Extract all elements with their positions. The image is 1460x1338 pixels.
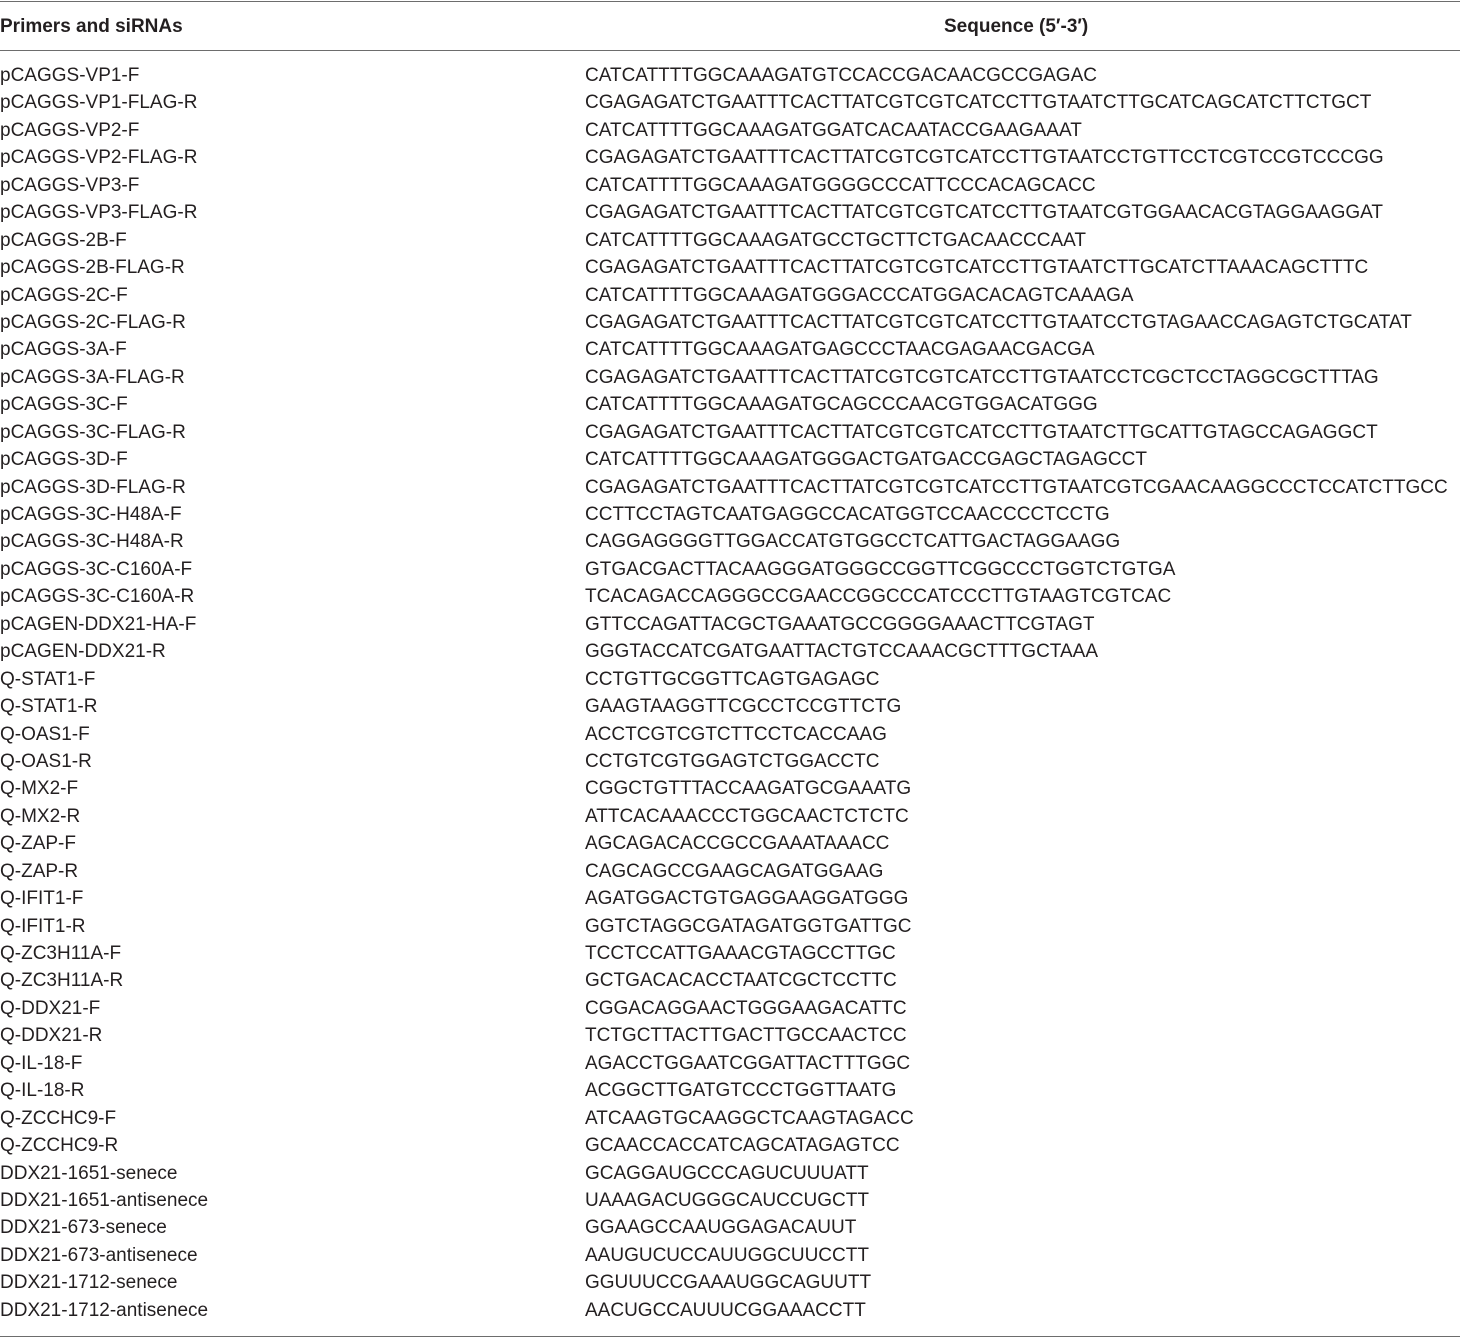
table-row bbox=[0, 474, 1460, 501]
sequence-cell: CATCATTTTGGCAAAGATGCAGCCCAACGTGGACATGGG bbox=[585, 394, 1098, 416]
primer-name-cell: DDX21-1651-senece bbox=[0, 1162, 178, 1184]
table-row bbox=[0, 803, 1460, 830]
sequence-cell: GAAGTAAGGTTCGCCTCCGTTCTG bbox=[585, 696, 902, 718]
sequence-cell: ACCTCGTCGTCTTCCTCACCAAG bbox=[585, 723, 887, 745]
primer-name-cell: pCAGGS-3C-H48A-R bbox=[0, 531, 184, 553]
table-row bbox=[0, 1050, 1460, 1077]
header-divider-rule bbox=[0, 50, 1460, 51]
table-row bbox=[0, 446, 1460, 473]
primer-name-cell: pCAGGS-3A-FLAG-R bbox=[0, 366, 185, 388]
table-row bbox=[0, 1242, 1460, 1269]
primer-name-cell: pCAGGS-3A-F bbox=[0, 339, 127, 361]
sequence-cell: CAGGAGGGGTTGGACCATGTGGCCTCATTGACTAGGAAGG bbox=[585, 531, 1121, 553]
primer-name-cell: pCAGGS-3D-FLAG-R bbox=[0, 476, 186, 498]
table-row bbox=[0, 1214, 1460, 1241]
primer-name-cell: pCAGEN-DDX21-HA-F bbox=[0, 613, 197, 635]
table-row bbox=[0, 775, 1460, 802]
sequence-cell: CGAGAGATCTGAATTTCACTTATCGTCGTCATCCTTGTAATCGTCGAACAAGGCCCTCCATCTTGCC bbox=[585, 476, 1448, 498]
primer-name-cell: Q-MX2-F bbox=[0, 778, 79, 800]
table-row bbox=[0, 913, 1460, 940]
sequence-cell: CATCATTTTGGCAAAGATGTCCACCGACAACGCCGAGAC bbox=[585, 65, 1097, 86]
table-row bbox=[0, 309, 1460, 336]
primer-name-cell: pCAGGS-VP3-FLAG-R bbox=[0, 202, 198, 224]
primer-name-cell: Q-ZC3H11A-R bbox=[0, 970, 124, 992]
sequence-cell: GTGACGACTTACAAGGGATGGGCCGGTTCGGCCCTGGTCTGTGA bbox=[585, 558, 1176, 580]
primer-name-cell: DDX21-1712-antisenece bbox=[0, 1299, 209, 1321]
primer-name-cell: DDX21-1651-antisenece bbox=[0, 1189, 209, 1211]
primer-name-cell: Q-STAT1-F bbox=[0, 668, 96, 690]
primer-name-cell: Q-ZC3H11A-F bbox=[0, 943, 122, 964]
table-row bbox=[0, 748, 1460, 775]
table-row bbox=[0, 62, 1460, 89]
sequence-cell: CGAGAGATCTGAATTTCACTTATCGTCGTCATCCTTGTAATCCTCGCTCCTAGGCGCTTTAG bbox=[585, 366, 1379, 388]
primer-name-cell: pCAGGS-VP3-F bbox=[0, 174, 140, 196]
header-primers-and-sirnas: Primers and siRNAs bbox=[0, 16, 183, 37]
primer-name-cell: pCAGGS-VP2-F bbox=[0, 119, 140, 141]
table-row bbox=[0, 583, 1460, 610]
table-row bbox=[0, 995, 1460, 1022]
primer-name-cell: Q-OAS1-F bbox=[0, 723, 90, 745]
sequence-cell: AGCAGACACCGCCGAAATAAACC bbox=[585, 833, 890, 855]
sequence-cell: ATTCACAAACCCTGGCAACTCTCTC bbox=[585, 805, 909, 827]
table-row bbox=[0, 940, 1460, 967]
sequence-cell: CGAGAGATCTGAATTTCACTTATCGTCGTCATCCTTGTAATCTTGCATCTTAAACAGCTTTC bbox=[585, 257, 1369, 279]
sequence-cell: CGGCTGTTTACCAAGATGCGAAATG bbox=[585, 778, 912, 800]
sequence-cell: CCTGTCGTGGAGTCTGGACCTC bbox=[585, 750, 880, 772]
table-row bbox=[0, 336, 1460, 363]
sequence-cell: CGAGAGATCTGAATTTCACTTATCGTCGTCATCCTTGTAATCCTGTTCCTCGTCCGTCCCGG bbox=[585, 147, 1384, 169]
table-header bbox=[0, 2, 1460, 50]
sequence-cell: TCCTCCATTGAAACGTAGCCTTGC bbox=[585, 943, 896, 964]
primer-name-cell: Q-DDX21-F bbox=[0, 997, 101, 1019]
table-row bbox=[0, 1105, 1460, 1132]
table-row bbox=[0, 1187, 1460, 1214]
primer-name-cell: pCAGGS-3C-F bbox=[0, 394, 128, 416]
sequence-cell: CATCATTTTGGCAAAGATGCCTGCTTCTGACAACCCAAT bbox=[585, 229, 1087, 251]
primer-name-cell: pCAGGS-3C-C160A-F bbox=[0, 558, 193, 580]
table-row bbox=[0, 611, 1460, 638]
sequence-cell: TCACAGACCAGGGCCGAACCGGCCCATCCCTTGTAAGTCGTCAC bbox=[585, 586, 1172, 608]
table-row bbox=[0, 199, 1460, 226]
table-row bbox=[0, 721, 1460, 748]
primer-name-cell: pCAGGS-2B-F bbox=[0, 229, 127, 251]
sequence-cell: CATCATTTTGGCAAAGATGGGACTGATGACCGAGCTAGAGCCT bbox=[585, 449, 1147, 471]
primer-name-cell: Q-IL-18-R bbox=[0, 1080, 85, 1102]
primer-name-cell: Q-ZAP-F bbox=[0, 833, 76, 855]
primer-name-cell: DDX21-673-antisenece bbox=[0, 1244, 198, 1266]
sequence-cell: AGACCTGGAATCGGATTACTTTGGC bbox=[585, 1052, 911, 1074]
primer-name-cell: Q-IFIT1-F bbox=[0, 888, 84, 910]
sequence-cell: CATCATTTTGGCAAAGATGGATCACAATACCGAAGAAAT bbox=[585, 119, 1082, 141]
primer-name-cell: Q-ZCCHC9-R bbox=[0, 1135, 119, 1157]
table-row bbox=[0, 1297, 1460, 1324]
primer-name-cell: DDX21-1712-senece bbox=[0, 1272, 178, 1294]
sequence-cell: TCTGCTTACTTGACTTGCCAACTCC bbox=[585, 1025, 907, 1047]
table-row bbox=[0, 1077, 1460, 1104]
table-row bbox=[0, 172, 1460, 199]
table-row bbox=[0, 556, 1460, 583]
primer-name-cell: DDX21-673-senece bbox=[0, 1217, 167, 1239]
table-row bbox=[0, 830, 1460, 857]
sequence-cell: CCTGTTGCGGTTCAGTGAGAGC bbox=[585, 668, 880, 690]
primer-name-cell: pCAGGS-2B-FLAG-R bbox=[0, 257, 185, 279]
primer-name-cell: pCAGGS-3C-FLAG-R bbox=[0, 421, 186, 443]
table-row bbox=[0, 1022, 1460, 1049]
table-row bbox=[0, 638, 1460, 665]
primer-name-cell: Q-IFIT1-R bbox=[0, 915, 86, 937]
table-row bbox=[0, 419, 1460, 446]
table-row bbox=[0, 528, 1460, 555]
sequence-cell: AGATGGACTGTGAGGAAGGATGGG bbox=[585, 888, 909, 910]
primer-name-cell: pCAGGS-3C-H48A-F bbox=[0, 504, 182, 525]
sequence-cell: CCTTCCTAGTCAATGAGGCCACATGGTCCAACCCCTCCTG bbox=[585, 504, 1110, 525]
primer-name-cell: Q-MX2-R bbox=[0, 805, 81, 827]
primer-name-cell: pCAGGS-2C-F bbox=[0, 284, 128, 306]
primer-name-cell: Q-ZCCHC9-F bbox=[0, 1107, 117, 1129]
table-row bbox=[0, 1160, 1460, 1187]
sequence-cell: CGGACAGGAACTGGGAAGACATTC bbox=[585, 997, 907, 1019]
header-sequence: Sequence (5′-3′) bbox=[944, 16, 1089, 37]
table-row bbox=[0, 967, 1460, 994]
sequence-cell: CATCATTTTGGCAAAGATGGGGCCCATTCCCACAGCACC bbox=[585, 174, 1096, 196]
sequence-cell: GCTGACACACCTAATCGCTCCTTC bbox=[585, 970, 897, 992]
table-bottom-rule bbox=[0, 1336, 1460, 1337]
primer-name-cell: Q-STAT1-R bbox=[0, 696, 98, 718]
sequence-cell: GGUUUCCGAAAUGGCAGUUTT bbox=[585, 1272, 872, 1294]
primer-name-cell: pCAGGS-VP1-FLAG-R bbox=[0, 92, 198, 114]
table-row bbox=[0, 227, 1460, 254]
sequence-cell: AACUGCCAUUUCGGAAACCTT bbox=[585, 1299, 866, 1321]
primer-name-cell: Q-IL-18-F bbox=[0, 1052, 83, 1074]
primer-name-cell: Q-DDX21-R bbox=[0, 1025, 103, 1047]
sequence-cell: GTTCCAGATTACGCTGAAATGCCGGGGAAACTTCGTAGT bbox=[585, 613, 1095, 635]
table-row bbox=[0, 364, 1460, 391]
table-row bbox=[0, 1269, 1460, 1296]
table-row bbox=[0, 858, 1460, 885]
table-row bbox=[0, 254, 1460, 281]
primer-name-cell: pCAGEN-DDX21-R bbox=[0, 641, 166, 663]
table-row bbox=[0, 885, 1460, 912]
sequence-cell: CAGCAGCCGAAGCAGATGGAAG bbox=[585, 860, 884, 882]
sequence-cell: CGAGAGATCTGAATTTCACTTATCGTCGTCATCCTTGTAATCTTGCATTGTAGCCAGAGGCT bbox=[585, 421, 1378, 443]
sequence-cell: GCAACCACCATCAGCATAGAGTCC bbox=[585, 1135, 900, 1157]
table-row bbox=[0, 282, 1460, 309]
sequence-cell: CGAGAGATCTGAATTTCACTTATCGTCGTCATCCTTGTAATCCTGTAGAACCAGAGTCTGCATAT bbox=[585, 311, 1412, 333]
table-row bbox=[0, 693, 1460, 720]
sequence-cell: GGGTACCATCGATGAATTACTGTCCAAACGCTTTGCTAAA bbox=[585, 641, 1098, 663]
primer-name-cell: Q-ZAP-R bbox=[0, 860, 79, 882]
table-row bbox=[0, 666, 1460, 693]
sequence-cell: GGTCTAGGCGATAGATGGTGATTGC bbox=[585, 915, 912, 937]
sequence-cell: UAAAGACUGGGCAUCCUGCTT bbox=[585, 1189, 869, 1211]
primer-name-cell: pCAGGS-VP2-FLAG-R bbox=[0, 147, 198, 169]
table-row bbox=[0, 501, 1460, 528]
table-row bbox=[0, 89, 1460, 116]
sequence-cell: AAUGUCUCCAUUGGCUUCCTT bbox=[585, 1244, 869, 1266]
sequence-cell: CGAGAGATCTGAATTTCACTTATCGTCGTCATCCTTGTAATCGTGGAACACGTAGGAAGGAT bbox=[585, 202, 1383, 224]
table-row bbox=[0, 391, 1460, 418]
primer-name-cell: pCAGGS-VP1-F bbox=[0, 65, 140, 86]
sequence-cell: CATCATTTTGGCAAAGATGAGCCCTAACGAGAACGACGA bbox=[585, 339, 1095, 361]
table-row bbox=[0, 144, 1460, 171]
sequence-cell: GCAGGAUGCCCAGUCUUUATT bbox=[585, 1162, 869, 1184]
primer-name-cell: pCAGGS-3C-C160A-R bbox=[0, 586, 195, 608]
sequence-cell: ACGGCTTGATGTCCCTGGTTAATG bbox=[585, 1080, 897, 1102]
primer-name-cell: pCAGGS-2C-FLAG-R bbox=[0, 311, 186, 333]
sequence-cell: GGAAGCCAAUGGAGACAUUT bbox=[585, 1217, 857, 1239]
table-row bbox=[0, 1132, 1460, 1159]
sequence-cell: CGAGAGATCTGAATTTCACTTATCGTCGTCATCCTTGTAATCTTGCATCAGCATCTTCTGCT bbox=[585, 92, 1372, 114]
sequence-cell: ATCAAGTGCAAGGCTCAAGTAGACC bbox=[585, 1107, 914, 1129]
primer-name-cell: pCAGGS-3D-F bbox=[0, 449, 128, 471]
sequence-cell: CATCATTTTGGCAAAGATGGGACCCATGGACACAGTCAAAGA bbox=[585, 284, 1134, 306]
primer-name-cell: Q-OAS1-R bbox=[0, 750, 92, 772]
table-body bbox=[0, 62, 1460, 1324]
table-row bbox=[0, 117, 1460, 144]
